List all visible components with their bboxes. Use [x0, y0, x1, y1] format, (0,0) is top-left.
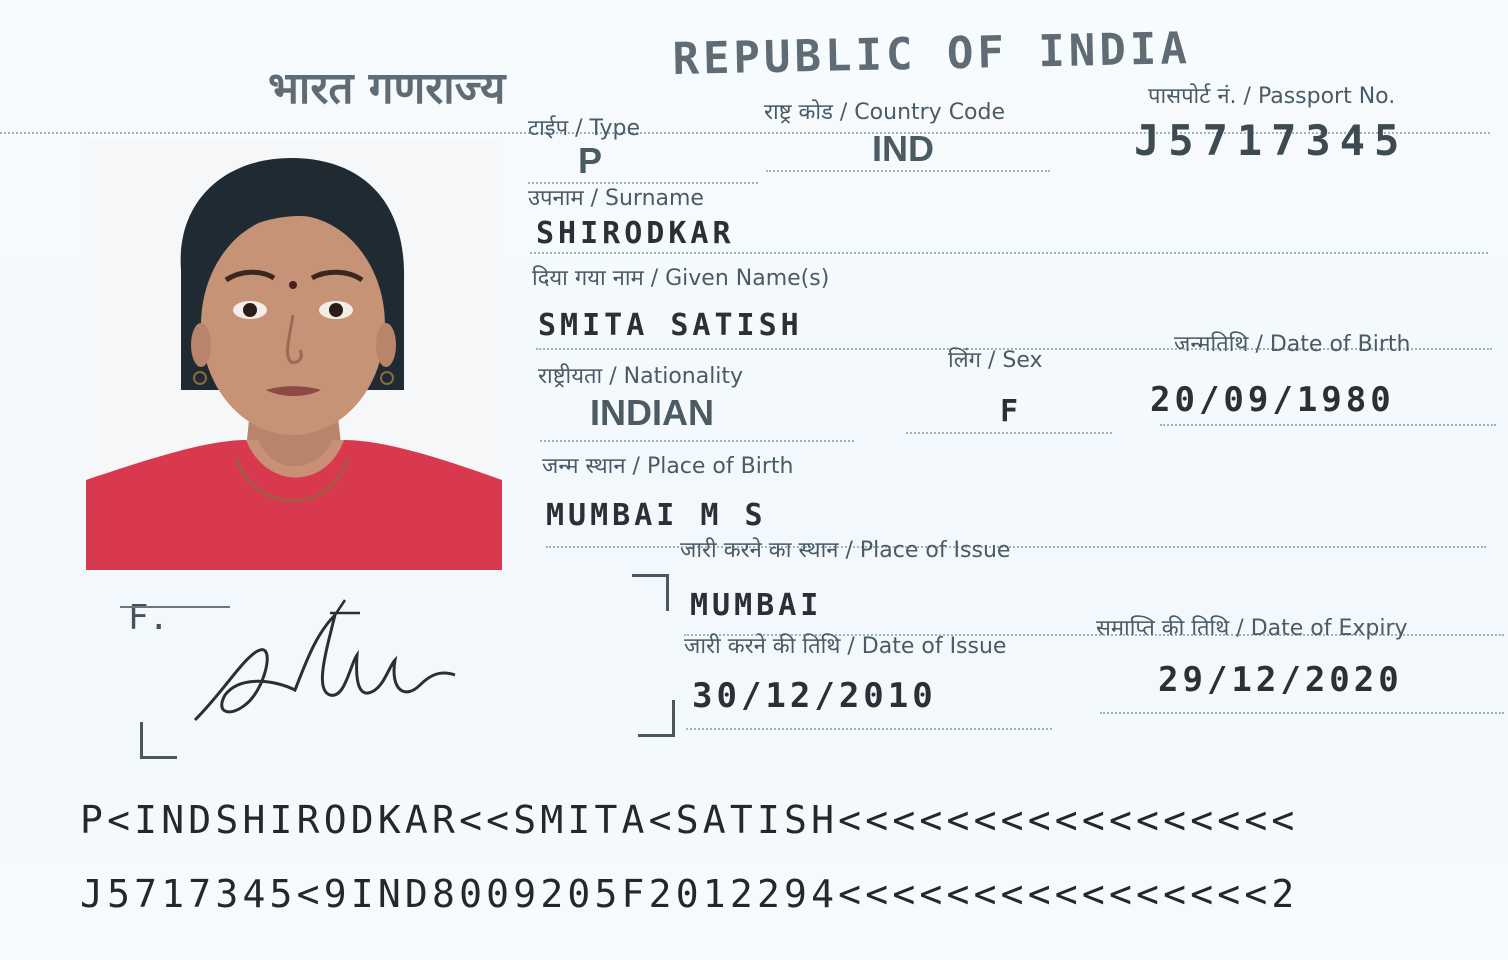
- sex-value: F: [1000, 394, 1023, 429]
- signature-initial: F.: [128, 598, 169, 638]
- surname-value: SHIRODKAR: [536, 216, 735, 251]
- holder-photo: [86, 140, 502, 570]
- place-of-birth-value: MUMBAI M S: [546, 498, 767, 533]
- sex-label: लिंग / Sex: [948, 348, 1043, 373]
- surname-rule: [530, 252, 1488, 254]
- nationality-value: INDIAN: [590, 392, 714, 433]
- header-title-english: REPUBLIC OF INDIA: [672, 23, 1192, 85]
- country-code-rule: [766, 170, 1050, 172]
- place-of-issue-label: जारी करने का स्थान / Place of Issue: [680, 538, 1011, 563]
- nationality-rule: [540, 440, 854, 442]
- passport-no-label: पासपोर्ट नं. / Passport No.: [1148, 84, 1396, 109]
- portrait-illustration: [86, 140, 502, 570]
- type-label: टाईप / Type: [528, 116, 641, 141]
- holder-signature: [185, 595, 465, 745]
- date-of-expiry-value: 29/12/2020: [1158, 660, 1403, 700]
- date-of-issue-label: जारी करने की तिथि / Date of Issue: [684, 634, 1007, 659]
- sex-rule: [906, 432, 1112, 434]
- corner-mark-bottom-left: [140, 722, 177, 759]
- date-of-birth-value: 20/09/1980: [1150, 380, 1395, 420]
- given-names-value: SMITA SATISH: [538, 308, 803, 343]
- mrz-line-2: J5717345<9IND8009205F2012294<<<<<<<<<<<<<<<<2: [80, 872, 1299, 916]
- country-code-label: राष्ट्र कोड / Country Code: [764, 100, 1006, 125]
- place-of-issue-value: MUMBAI: [690, 588, 823, 623]
- header-title-hindi: भारत गणराज्य: [268, 63, 506, 114]
- date-of-issue-rule: [686, 728, 1052, 730]
- date-of-birth-label: जन्मतिथि / Date of Birth: [1174, 332, 1411, 357]
- corner-mark-top-right: [632, 574, 669, 611]
- type-value: P: [578, 140, 603, 181]
- date-of-birth-rule: [1160, 424, 1496, 426]
- corner-mark-bottom-right: [638, 700, 675, 737]
- place-of-birth-label: जन्म स्थान / Place of Birth: [542, 454, 794, 479]
- passport-no-value: J5717345: [1134, 116, 1409, 165]
- date-of-issue-value: 30/12/2010: [692, 676, 937, 716]
- date-of-expiry-label: समाप्ति की तिथि / Date of Expiry: [1096, 616, 1408, 641]
- surname-label: उपनाम / Surname: [528, 186, 704, 211]
- nationality-label: राष्ट्रीयता / Nationality: [538, 364, 744, 389]
- mrz-line-1: P<INDSHIRODKAR<<SMITA<SATISH<<<<<<<<<<<<<<<<<: [80, 798, 1299, 842]
- date-of-expiry-rule: [1100, 712, 1504, 714]
- given-names-label: दिया गया नाम / Given Name(s): [532, 266, 830, 291]
- country-code-value: IND: [872, 128, 934, 169]
